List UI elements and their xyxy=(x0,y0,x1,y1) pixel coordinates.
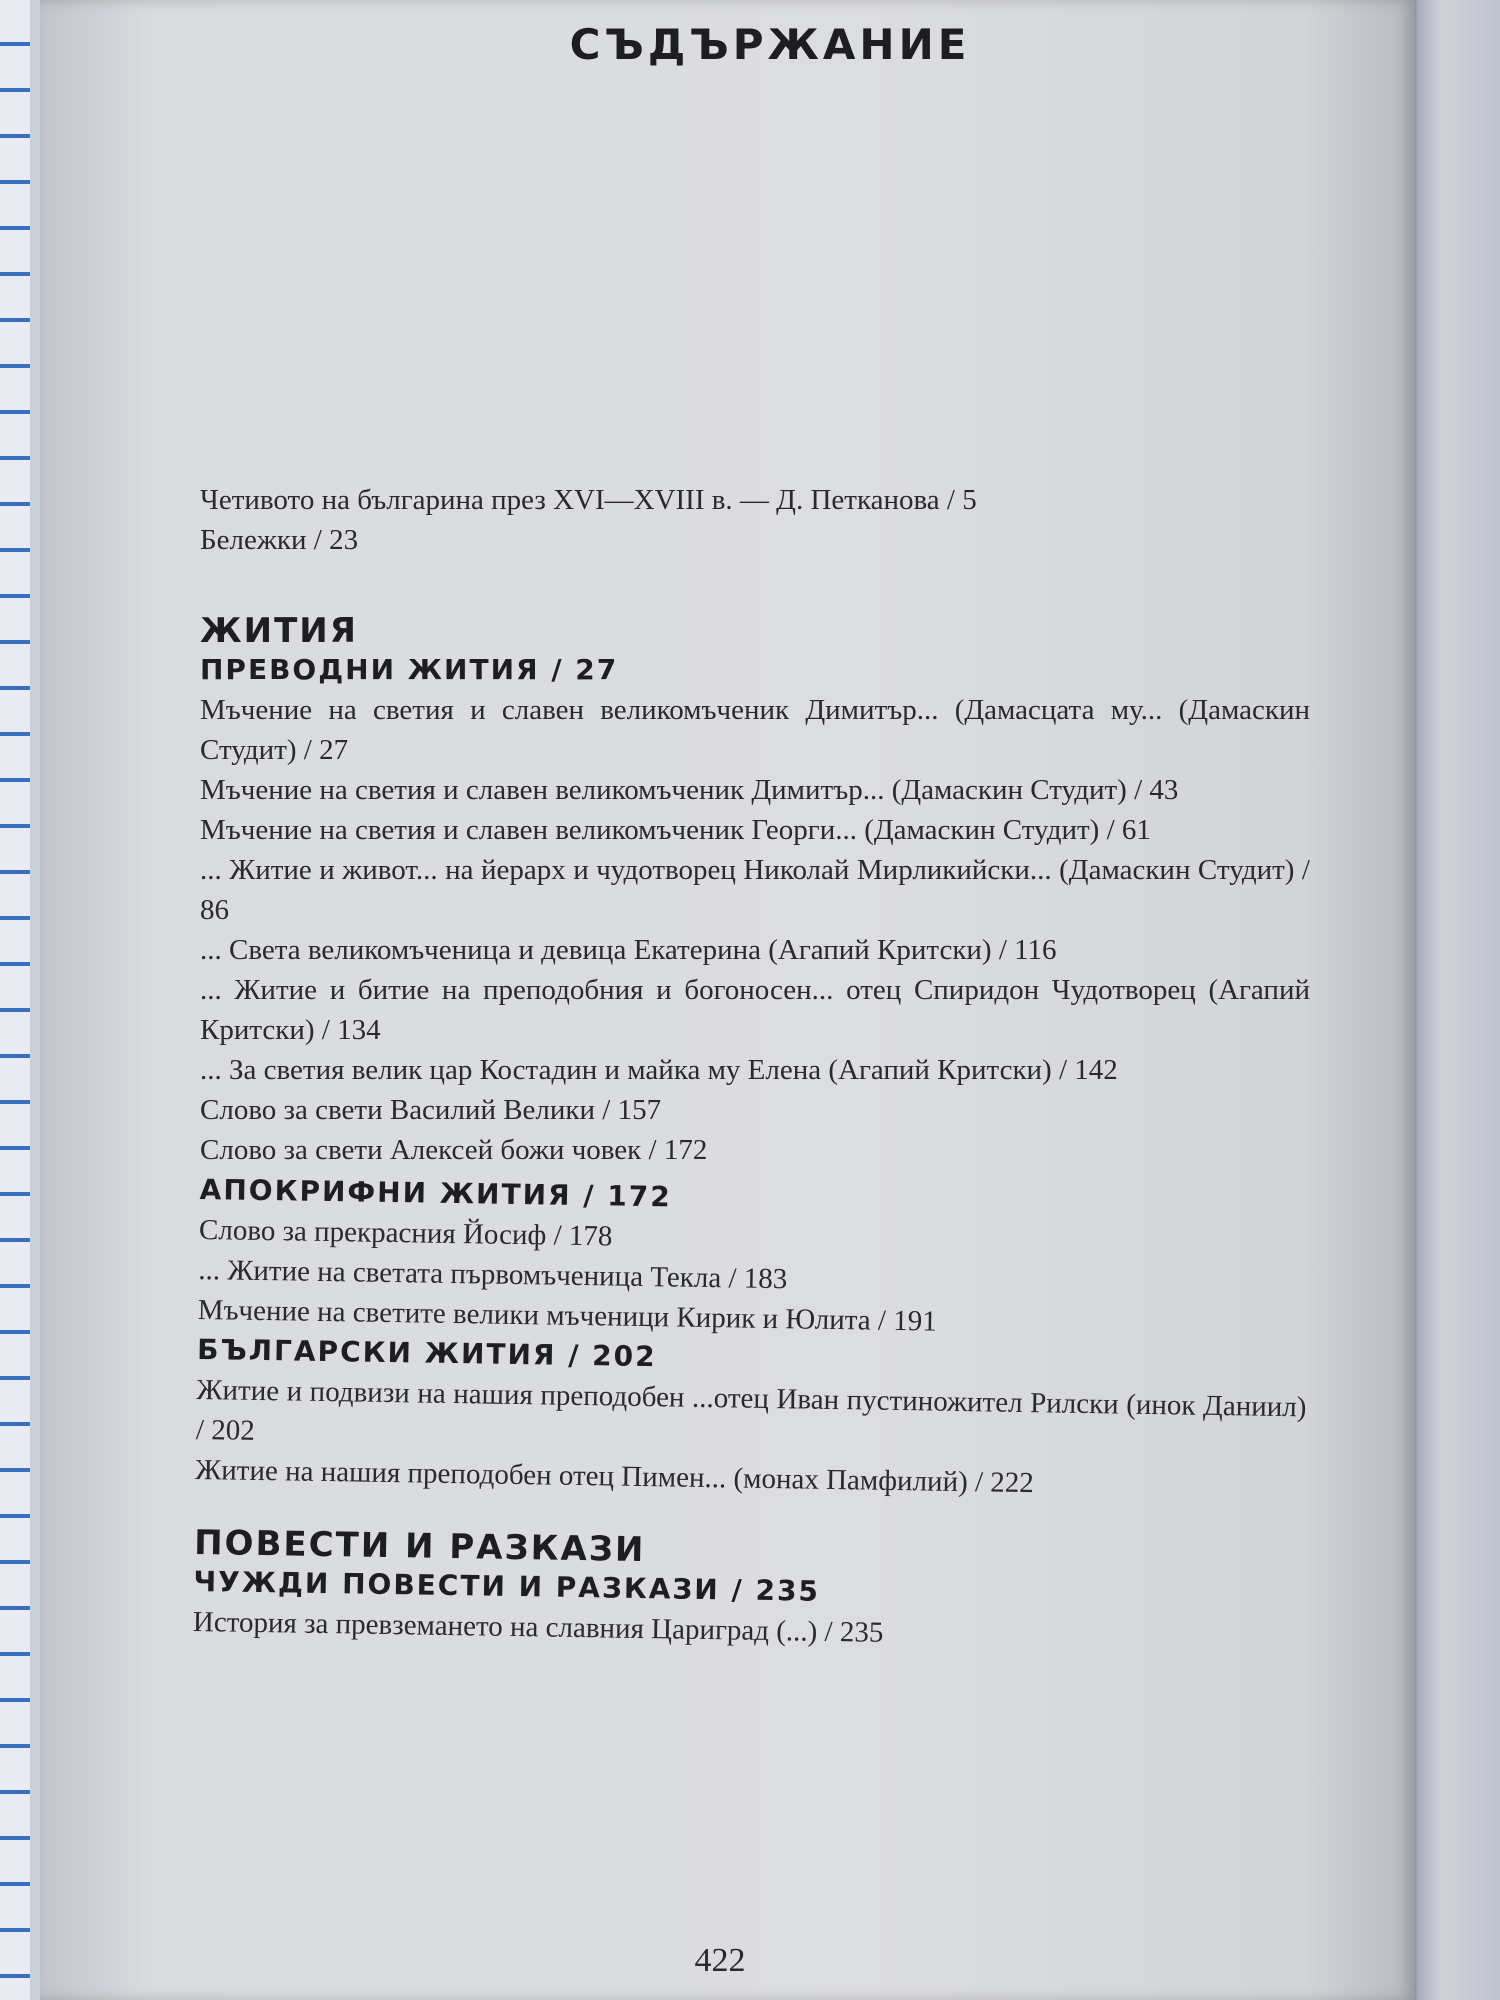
subsection-title-chuzhdi: ЧУЖДИ ПОВЕСТИ И РАЗКАЗИ / 235 xyxy=(193,1564,821,1608)
toc-entry: Мъчение на светия и славен великомъченик Димитър... (Дамаскин Студит) / 43 xyxy=(200,774,1179,806)
toc-entry: Житие и подвизи на нашия преподобен ...отец Иван пустиножител Рилски (инок Даниил) / 202 xyxy=(195,1373,1307,1447)
toc-entry: Слово за прекрасния Йосиф / 178 xyxy=(198,1213,613,1253)
toc-entry: ... Житие на светата първомъченица Текла / 183 xyxy=(198,1253,788,1296)
toc-entry: ... Житие и живот... на йерарх и чудотворец Николай Мирликийски... (Дамаскин Студит) / 86 xyxy=(200,854,1310,926)
section-title-povesti: ПОВЕСТИ И РАЗКАЗИ xyxy=(193,1522,646,1571)
toc-entry: ... За светия велик цар Костадин и майка му Елена (Агапий Критски) / 142 xyxy=(200,1054,1118,1086)
toc-entry: Мъчение на светите велики мъченици Кирик и Юлита / 191 xyxy=(197,1293,938,1338)
toc-entry: ... Света великомъченица и девица Екатерина (Агапий Критски) / 116 xyxy=(200,934,1057,966)
toc-entry-notes: Бележки / 23 xyxy=(200,524,359,556)
subsection-title-prevodni: ПРЕВОДНИ ЖИТИЯ / 27 xyxy=(200,653,619,686)
toc-entry: Слово за свети Василий Велики / 157 xyxy=(200,1094,662,1126)
toc-entry: ... Житие и битие на преподобния и богоносен... отец Спиридон Чудотворец (Агапий Критски) / 134 xyxy=(200,974,1310,1046)
page-number: 422 xyxy=(694,1942,746,1979)
next-page-edge xyxy=(1412,0,1500,2000)
toc-entry: Мъчение на светия и славен великомъченик Димитър... (Дамасцата му... (Дамаскин Студит) / 27 xyxy=(200,694,1310,766)
toc-entry: Слово за свети Алексей божи човек / 172 xyxy=(200,1134,708,1166)
toc-entry: Мъчение на светия и славен великомъченик Георги... (Дамаскин Студит) / 61 xyxy=(200,814,1151,846)
toc-entry: История за превземането на славния Цариград (...) / 235 xyxy=(192,1605,884,1649)
subsection-title-apokrifni: АПОКРИФНИ ЖИТИЯ / 172 xyxy=(199,1172,673,1214)
table-of-contents xyxy=(192,480,1310,1649)
subsection-title-balgarski: БЪЛГАРСКИ ЖИТИЯ / 202 xyxy=(196,1332,657,1374)
lower-block xyxy=(193,1170,1310,1659)
section-title-zhitia: ЖИТИЯ xyxy=(200,611,358,651)
page-title: СЪДЪРЖАНИЕ xyxy=(569,20,971,69)
toc-entry: Житие на нашия преподобен отец Пимен... (монах Памфилий) / 222 xyxy=(195,1453,1035,1500)
toc-entry-intro: Четивото на българина през XVI—XVIII в. — Д. Петканова / 5 xyxy=(200,484,977,516)
